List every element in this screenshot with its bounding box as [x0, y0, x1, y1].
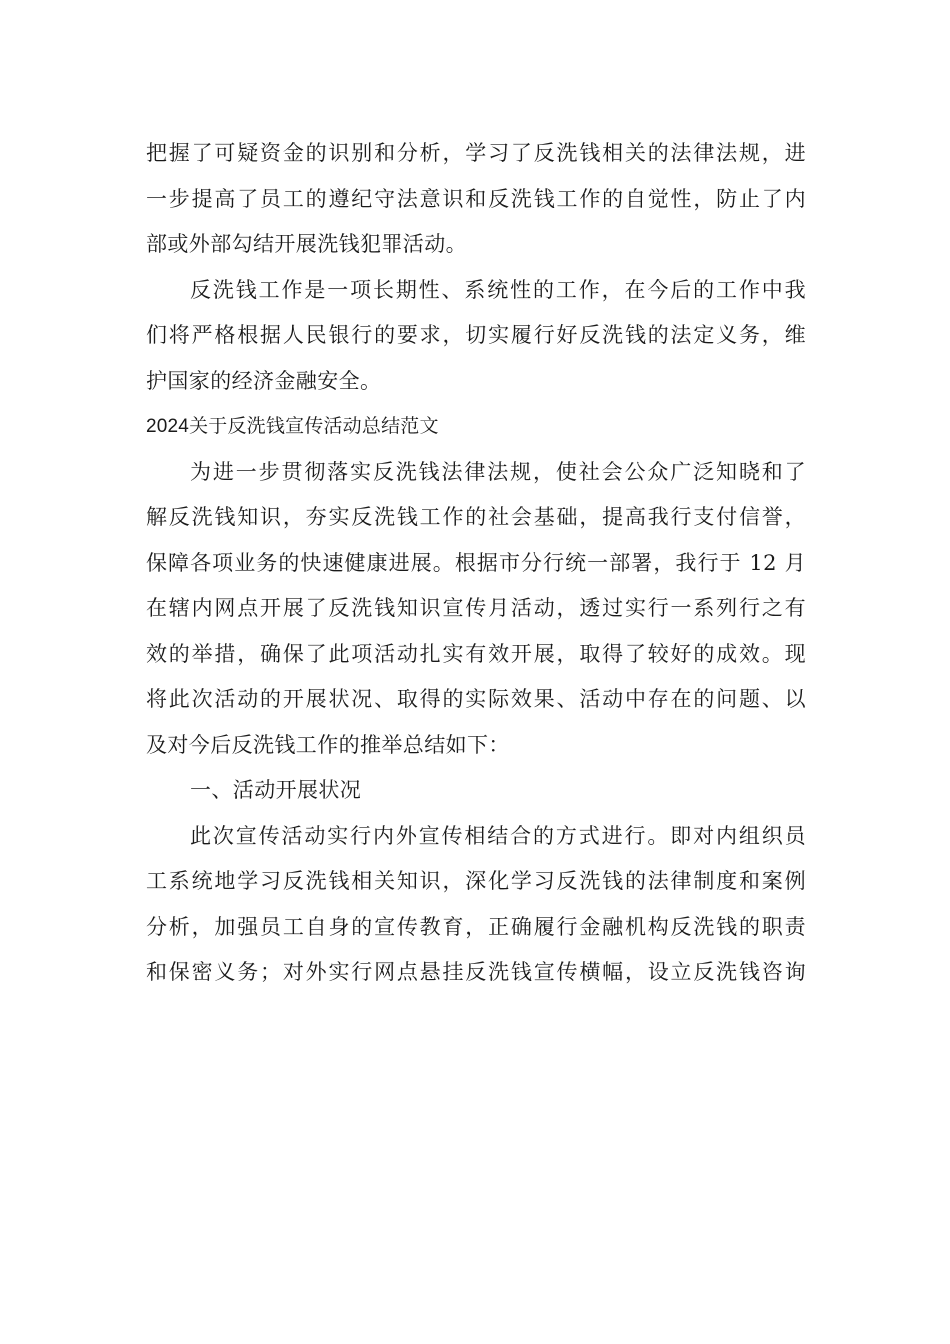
section-title: 2024关于反洗钱宣传活动总结范文	[146, 416, 439, 437]
text-line: 此次宣传活动实行内外宣传相结合的方式进行。即对内组织员	[190, 823, 806, 848]
text-line: 护国家的经济金融安全。	[146, 368, 382, 393]
document-body	[146, 131, 806, 996]
text-line: 保障各项业务的快速健康进展。根据市分行统一部署，我行于 12 月	[146, 550, 806, 575]
text-line: 及对今后反洗钱工作的推举总结如下：	[146, 732, 510, 757]
text-line: 一步提高了员工的遵纪守法意识和反洗钱工作的自觉性，防止了内	[146, 186, 806, 211]
paragraph-conclusion	[146, 268, 806, 405]
paragraph-continuation	[146, 131, 806, 268]
paragraph-intro	[146, 450, 806, 769]
text-line: 在辖内网点开展了反洗钱知识宣传月活动，透过实行一系列行之有	[146, 596, 806, 620]
text-line: 和保密义务；对外实行网点悬挂反洗钱宣传横幅，设立反洗钱咨询	[146, 960, 806, 984]
text-line: 反洗钱工作是一项长期性、系统性的工作，在今后的工作中我	[190, 277, 806, 302]
text-line: 解反洗钱知识，夯实反洗钱工作的社会基础，提高我行支付信誉，	[146, 505, 806, 529]
text-line: 效的举措，确保了此项活动扎实有效开展，取得了较好的成效。现	[146, 641, 806, 666]
subsection-heading	[146, 768, 806, 814]
text-line: 把握了可疑资金的识别和分析，学习了反洗钱相关的法律法规，进	[146, 141, 806, 165]
text-line: 分析，加强员工自身的宣传教育，正确履行金融机构反洗钱的职责	[146, 914, 806, 939]
text-line: 工系统地学习反洗钱相关知识，深化学习反洗钱的法律制度和案例	[146, 869, 806, 893]
paragraph-activity	[146, 814, 806, 996]
text-line: 们将严格根据人民银行的要求，切实履行好反洗钱的法定义务，维	[146, 323, 806, 347]
text-line: 将此次活动的开展状况、取得的实际效果、活动中存在的问题、以	[146, 687, 806, 711]
text-line: 为进一步贯彻落实反洗钱法律法规，使社会公众广泛知晓和了	[190, 459, 806, 484]
text-line: 一、活动开展状况	[190, 778, 362, 802]
text-line: 部或外部勾结开展洗钱犯罪活动。	[146, 232, 467, 256]
